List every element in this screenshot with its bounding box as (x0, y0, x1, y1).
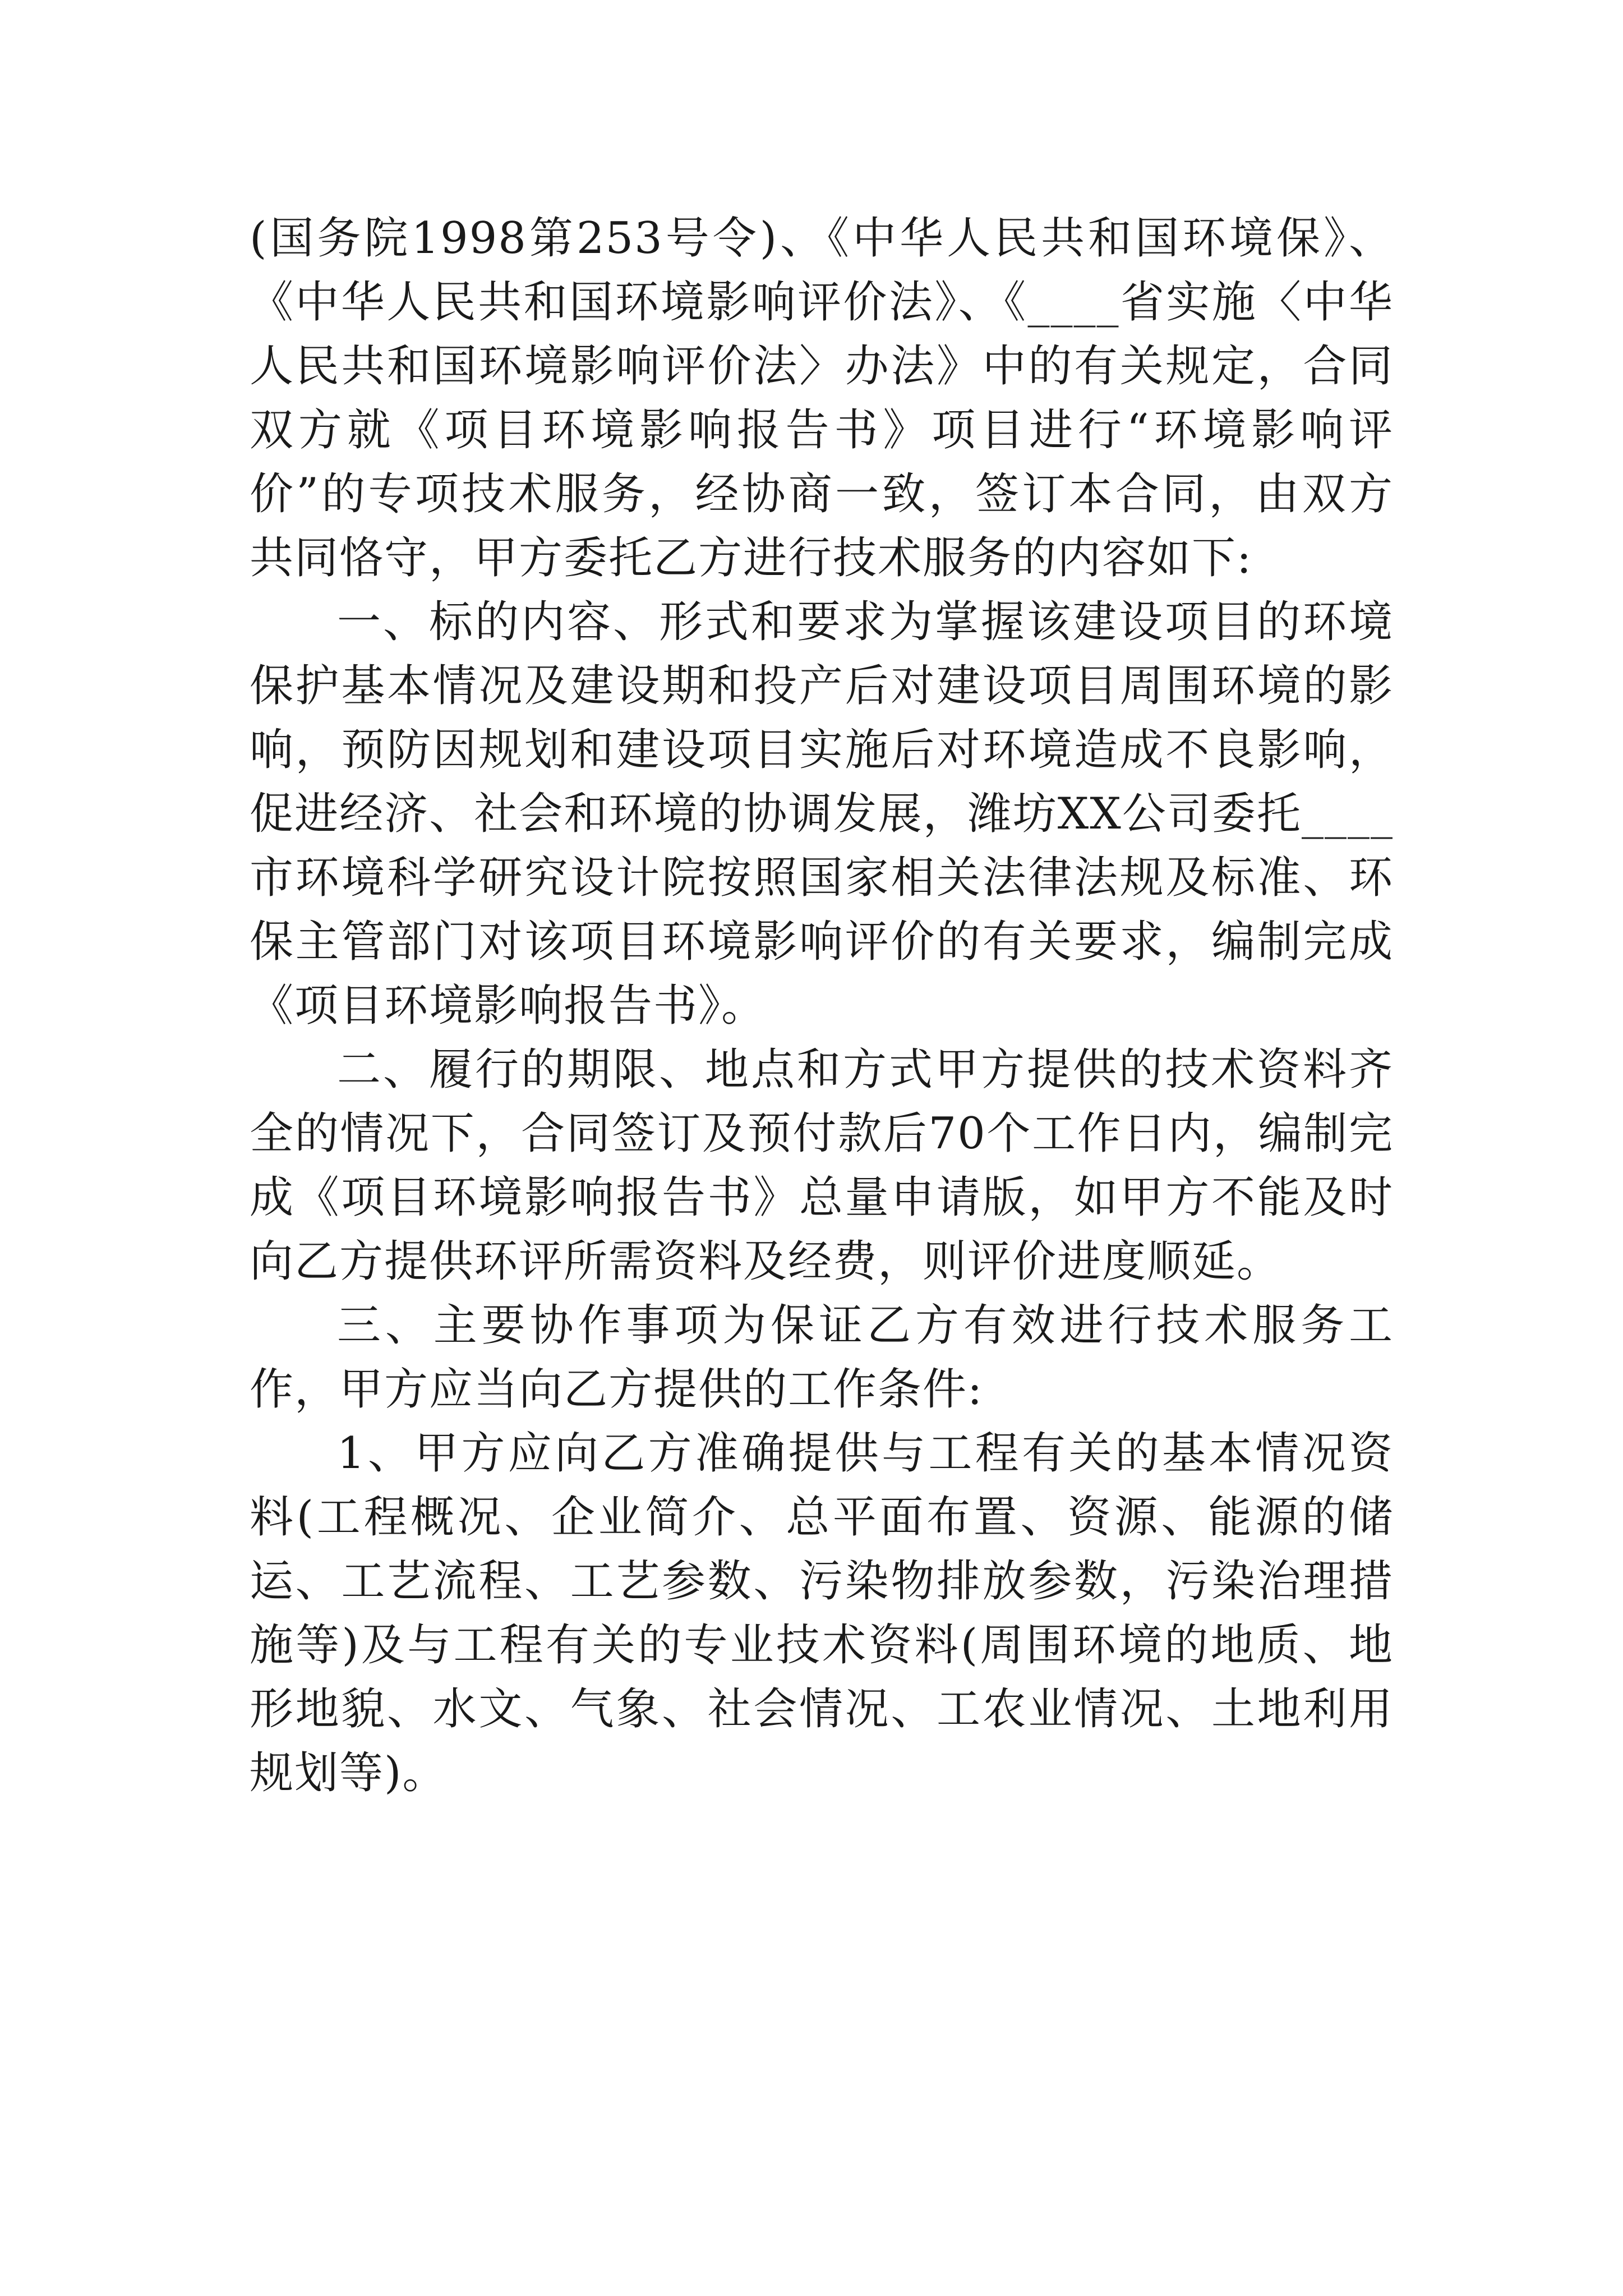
paragraph-section-1: 一、标的内容、形式和要求为掌握该建设项目的环境保护基本情况及建设期和投产后对建设项目周围环境的影响，预防因规划和建设项目实施后对环境造成不良影响，促进经济、社会和环境的协调发展，潍坊XX公司委托____市环境科学研究设计院按照国家相关法律法规及标准、环保主管部门对该项目环境影响评价的有关要求，编制完成《项目环境影响报告书》。 (250, 597, 1394, 1031)
paragraph-section-2: 二、履行的期限、地点和方式甲方提供的技术资料齐全的情况下，合同签订及预付款后70个工作日内，编制完成《项目环境影响报告书》总量申请版，如甲方不能及时向乙方提供环评所需资料及经费，则评价进度顺延。 (250, 1045, 1394, 1287)
paragraph-section-3-item-1: 1、甲方应向乙方准确提供与工程有关的基本情况资料(工程概况、企业简介、总平面布置、资源、能源的储运、工艺流程、工艺参数、污染物排放参数，污染治理措施等)及与工程有关的专业技术资料(周围环境的地质、地形地貌、水文、气象、社会情况、工农业情况、土地利用规划等)。 (250, 1428, 1394, 1798)
paragraph-intro: (国务院1998第253号令)、《中华人民共和国环境保》、《中华人民共和国环境影响评价法》、《____省实施〈中华人民共和国环境影响评价法〉办法》中的有关规定，合同双方就《项目环境影响报告书》项目进行“环境影响评价”的专项技术服务，经协商一致，签订本合同，由双方共同恪守，甲方委托乙方进行技术服务的内容如下: (250, 213, 1394, 583)
document-body (250, 206, 1394, 1805)
paragraph-section-3: 三、主要协作事项为保证乙方有效进行技术服务工作，甲方应当向乙方提供的工作条件: (250, 1300, 1394, 1415)
